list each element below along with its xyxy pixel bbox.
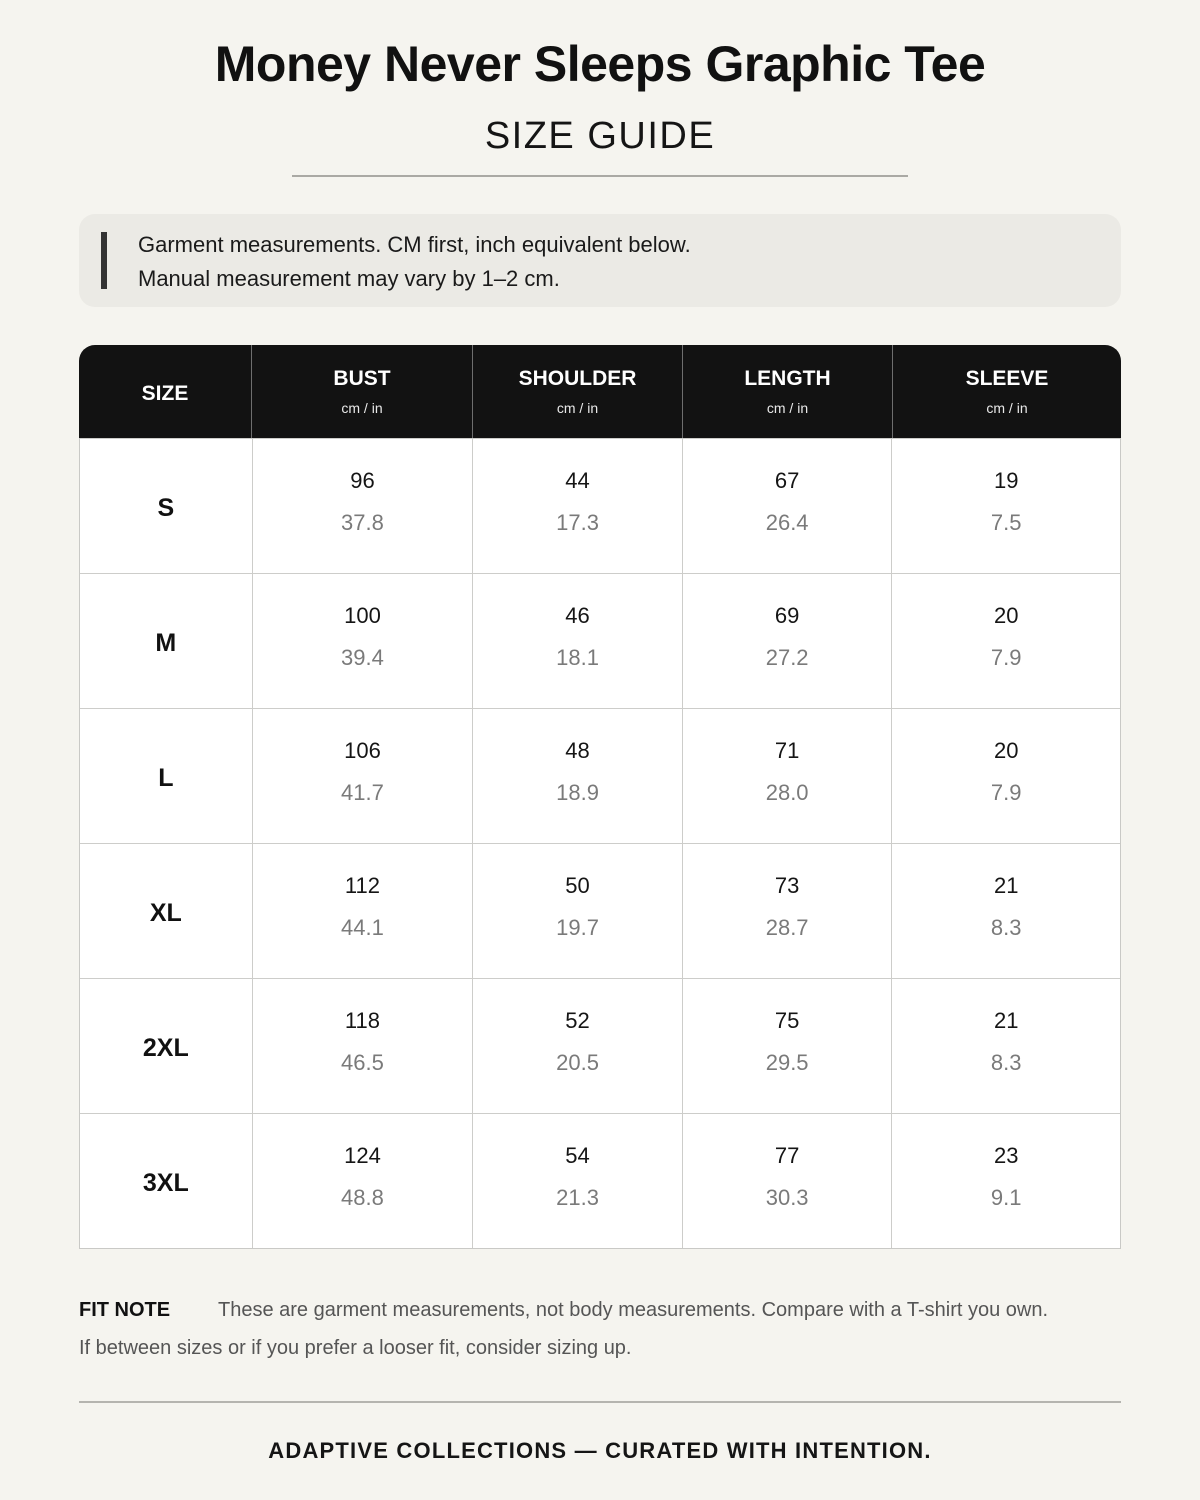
table-row (80, 978, 1120, 1113)
sleeve-cm-value: 21 (993, 1008, 1019, 1033)
size-cell (80, 574, 252, 708)
bust-cell (252, 709, 473, 843)
sleeve-cm-value: 21 (993, 873, 1019, 898)
shoulder-cm-value: 48 (565, 738, 590, 763)
bust-inch-value: 48.8 (341, 1185, 384, 1210)
size-cell (80, 844, 252, 978)
bust-cm-value: 124 (344, 1143, 381, 1168)
shoulder-cell (472, 709, 682, 843)
bust-inch-value: 37.8 (341, 510, 384, 535)
bust-cell (252, 979, 473, 1113)
length-cell (682, 439, 892, 573)
bust-cell (252, 1114, 473, 1248)
shoulder-cell (472, 574, 682, 708)
column-header-unit: cm / in (766, 400, 809, 416)
table-header (79, 345, 1121, 438)
length-inch-value: 28.7 (765, 915, 809, 940)
sleeve-cell (891, 844, 1120, 978)
column-header-size (79, 345, 251, 438)
length-cm-value: 69 (774, 603, 800, 628)
shoulder-cell (472, 439, 682, 573)
length-cm-value: 77 (774, 1143, 800, 1168)
shoulder-inch-value: 20.5 (556, 1050, 599, 1075)
column-header-length (682, 345, 892, 438)
sleeve-cm-value: 23 (993, 1143, 1019, 1168)
bust-inch-value: 46.5 (341, 1050, 384, 1075)
bust-cm-value: 96 (350, 468, 375, 493)
sleeve-cm-value: 20 (993, 603, 1019, 628)
column-header-shoulder (472, 345, 682, 438)
shoulder-inch-value: 18.9 (556, 780, 599, 805)
size-label: 3XL (142, 1169, 189, 1197)
shoulder-cm-value: 50 (565, 873, 590, 898)
note-accent-bar (101, 232, 107, 289)
shoulder-cm-value: 54 (565, 1143, 590, 1168)
table-row (80, 438, 1120, 573)
column-header-bust (251, 345, 472, 438)
note-line-2: Manual measurement may vary by 1–2 cm. (138, 266, 560, 291)
page-title: Money Never Sleeps Graphic Tee (214, 36, 986, 92)
page-subtitle: SIZE GUIDE (484, 115, 716, 157)
bust-cm-value: 100 (344, 603, 381, 628)
bust-cm-value: 112 (344, 873, 380, 898)
sleeve-cell (891, 1114, 1120, 1248)
size-cell (80, 439, 252, 573)
title-divider (292, 175, 908, 177)
sleeve-cell (891, 709, 1120, 843)
size-label: L (158, 764, 174, 792)
size-cell (80, 1114, 252, 1248)
note-line-1: Garment measurements. CM first, inch equivalent below. (138, 232, 691, 257)
column-header-sleeve (892, 345, 1121, 438)
size-cell (80, 709, 252, 843)
table-row (80, 708, 1120, 843)
shoulder-cm-value: 46 (565, 603, 590, 628)
bust-cm-value: 106 (344, 738, 381, 763)
footer-divider (79, 1401, 1121, 1403)
bust-cell (252, 574, 473, 708)
length-cell (682, 709, 892, 843)
length-cell (682, 1114, 892, 1248)
length-inch-value: 30.3 (765, 1185, 809, 1210)
shoulder-inch-value: 18.1 (556, 645, 599, 670)
sleeve-inch-value: 7.5 (990, 510, 1022, 535)
table-row (80, 843, 1120, 978)
shoulder-inch-value: 17.3 (556, 510, 599, 535)
size-table (79, 345, 1121, 1249)
sleeve-inch-value: 7.9 (990, 780, 1022, 805)
size-label: 2XL (142, 1034, 189, 1062)
length-cell (682, 844, 892, 978)
bust-inch-value: 39.4 (341, 645, 384, 670)
fit-note-line-2: If between sizes or if you prefer a looser fit, consider sizing up. (79, 1337, 632, 1359)
shoulder-cm-value: 52 (565, 1008, 590, 1033)
bust-cell (252, 439, 473, 573)
size-label: XL (149, 899, 182, 927)
sleeve-cm-value: 20 (993, 738, 1019, 763)
shoulder-inch-value: 21.3 (556, 1185, 599, 1210)
sleeve-inch-value: 9.1 (990, 1185, 1022, 1210)
length-cm-value: 75 (774, 1008, 800, 1033)
length-inch-value: 29.5 (765, 1050, 809, 1075)
shoulder-inch-value: 19.7 (556, 915, 599, 940)
sleeve-inch-value: 7.9 (990, 645, 1022, 670)
column-header-label: SIZE (141, 382, 189, 405)
length-cell (682, 979, 892, 1113)
column-header-label: SHOULDER (518, 367, 637, 390)
length-cm-value: 73 (774, 873, 800, 898)
sleeve-cell (891, 574, 1120, 708)
size-cell (80, 979, 252, 1113)
shoulder-cell (472, 844, 682, 978)
measurement-note (79, 214, 1121, 307)
column-header-unit: cm / in (341, 400, 383, 416)
column-header-label: LENGTH (744, 367, 831, 390)
fit-note-line-1: These are garment measurements, not body measurements. Compare with a T-shirt you own. (218, 1299, 1049, 1321)
length-cell (682, 574, 892, 708)
bust-inch-value: 41.7 (341, 780, 384, 805)
bust-inch-value: 44.1 (341, 915, 384, 940)
sleeve-cm-value: 19 (993, 468, 1019, 493)
table-row (80, 573, 1120, 708)
sleeve-inch-value: 8.3 (990, 915, 1022, 940)
column-header-label: BUST (333, 367, 391, 390)
column-header-unit: cm / in (556, 400, 599, 416)
footer-tagline: ADAPTIVE COLLECTIONS — CURATED WITH INTENTION. (268, 1438, 932, 1463)
column-header-label: SLEEVE (965, 367, 1049, 390)
length-inch-value: 27.2 (765, 645, 809, 670)
length-inch-value: 28.0 (765, 780, 809, 805)
shoulder-cm-value: 44 (565, 468, 590, 493)
table-row (80, 1113, 1120, 1248)
length-inch-value: 26.4 (765, 510, 809, 535)
length-cm-value: 71 (774, 738, 800, 763)
column-header-unit: cm / in (986, 400, 1028, 416)
size-label: M (155, 629, 177, 657)
sleeve-inch-value: 8.3 (990, 1050, 1022, 1075)
size-label: S (157, 494, 175, 522)
fit-note-label: FIT NOTE (79, 1299, 171, 1321)
shoulder-cell (472, 1114, 682, 1248)
sleeve-cell (891, 979, 1120, 1113)
shoulder-cell (472, 979, 682, 1113)
table-body (79, 438, 1121, 1249)
length-cm-value: 67 (774, 468, 800, 493)
sleeve-cell (891, 439, 1120, 573)
bust-cell (252, 844, 473, 978)
bust-cm-value: 118 (344, 1008, 380, 1033)
